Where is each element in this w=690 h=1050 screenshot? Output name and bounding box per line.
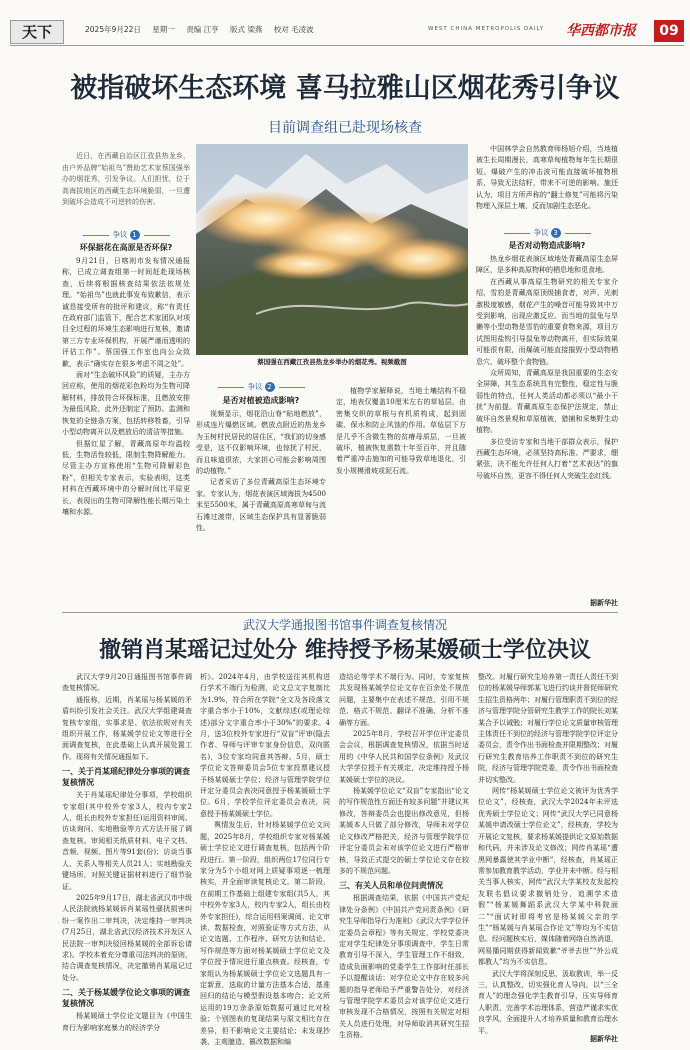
- badge-line: [218, 387, 244, 388]
- page-meta: [85, 24, 323, 35]
- dispute-1-badge: [62, 229, 190, 240]
- paragraph: 武汉大学将深刻反思，汲取教训，举一反三，认真整改，切实强化育人导向，以“三全育人”的理念强化学生教育引导，压实导师育人职责，完善学术治理体系，营造严谨求实优良学风，全面提升人才培养质量和教育治理水平。: [478, 969, 618, 1034]
- paragraph: 整改。对履行研究生培养第一责任人责任不到位的杨某媛导师郭某飞进行约谈并督促师研究生招生资格两年；对履行管理职责不到位的经济与管理学院分管研究生教学工作的院长刘某某合予以诫勉；对履行学位论文质量审核管理主体责任不到位的经济与管理学院学位评定分委员会，责令作出书面检查并限期整改；对履行研究生教育培养工作职责不到位的研究生院，经济与管理学院党委，责令作出书面检查并切实整改。: [478, 673, 618, 784]
- badge-line: [144, 235, 170, 236]
- lede-text: 近日，在西藏自治区江孜县热龙乡，由户外品牌“始祖鸟”赞助艺术家蔡国强举办的烟花秀，引发争议。人们担忧，位于高海拔地区的西藏生态环境脆弱，一旦遭到破坏会造成不可逆转的伤害。: [62, 152, 190, 206]
- paragraph: 根据调查结果，依据《中国共产党纪律处分条例》《中国共产党问责条例》《研究生导师指导行为准则》《武汉大学学位评定委员会章程》等有关规定，学校党委决定对学生纪律处分事项调查中，学生日常教育引导不深入，学生管理工作不细致，造成负面影响的党委学生工作部时任部长予以提醒谈话；对学位论文中存在较多问题的指导老师给予严重警告处分，对经济与管理学院学术委员会对该学位论文进行审核发现不合格情况，按照有关规定对相关人员进行处理，对导师取消其研究生招生资格。: [339, 894, 469, 1040]
- paragraph: 9月21日，日喀则市发布情况通报称，已成立调查组第一时间赶赴现场核查，后续将根据核查结果依法依规处理。“始祖鸟”也就此事发布致歉信，表示诚恳接受所有的批评和建议，称“有责任在政府部门监管下，配合艺术家团队对项目全过程的环境生态影响进行复核，邀请第三方专业环保机构，开展严谨而透明的评估工作”。蔡国强工作室也向公众致歉，表示“确实存在很多考虑不周之处”。: [62, 257, 190, 368]
- story2-kicker: 武汉大学通报图书馆事件调查复核情况: [242, 618, 447, 632]
- paragraph: 热龙乡烟花表演区域地处青藏高原生态屏障区，是多种高原物种的栖息地和觅食地。: [476, 255, 618, 275]
- badge-number: 3: [551, 228, 561, 238]
- paragraph: 2025年8月，学校召开学位评定委员会会议，根据调查复核情况，依据当时适用的《中华人民共和国学位条例》及武汉大学学位授予有关规定，决定维持授予杨某媛硕士学位的决议。: [339, 730, 469, 784]
- story1-signature: 据新华社: [590, 599, 618, 607]
- paragraph: 关于肖某瑶纪律处分事项，学校组织专家组(其中校外专家3人，校内专家2人，组长由校外专家担任)运用资料审阅、访谈询问、实地勘验等方式方法开展了调查复核。审阅相关纸质材料、电子文档、音频、视频、图片等91套(份)；访谈当事人、关系人等相关人员21人；实地勘验关键场所，对照关键证据材料进行了细节验证。: [62, 791, 192, 891]
- fireworks-photo: [196, 144, 468, 355]
- story2-col-1: [62, 672, 192, 1046]
- section-heading: 三、有关人员和单位问责情况: [339, 881, 443, 891]
- dispute-3-badge: [476, 227, 618, 238]
- badge-line: [83, 235, 109, 236]
- dispute-2-badge: [196, 381, 326, 392]
- dispute-2-title: 是否对植被造成影响?: [222, 396, 300, 405]
- dispute-1-title: 环保据花在高原是否环保?: [79, 243, 173, 252]
- paragraph: 网传“杨某媛硕士学位论文被评为优秀学位论文”，经核查，武汉大学2024年未评选优秀硕士学位论文；网传“武汉大学已同意杨某媛申请改硕士学位论文”，经核查，学校为开展论文复核，要求杨某媛提供论文原始数据和代码，并未涉及论文修改；网传肖某瑶“遭黑网暴露使其学业中断”，经核查，肖某瑶正常参加教育教学活动，学业并未中断。经与相关当事人核实，网传“武汉大学某校友发起校友联名倡议要求撤销处分，追溯学术造假”“杨某媛舞蹈系武汉大学某中科院面二”“面试时即将考官是杨某媛父亲的学生”“杨某媛与肖某瑶合作论文”等均为不实信息。经问题核实后，媒体随着网络自然消退，网易播同期获得新闻致歉“爷爷去世”“外公成都教人”均为不实信息。: [478, 787, 618, 967]
- story1-headline: 被指破坏生态环境 喜马拉雅山区烟花秀引争议: [70, 73, 620, 104]
- paper-english-name: WEST CHINA METROPOLIS DAILY: [428, 26, 545, 32]
- date: 2025年9月22日: [85, 25, 141, 34]
- dispute-3-title: 是否对动物造成影响?: [508, 241, 586, 250]
- story1-lede: [62, 144, 190, 236]
- paragraph: 但据红星了解，青藏高原年均温较低，生物活性较低，限制生物降解能力。尽管主办方宣称使用“生物可降解彩色粉”，但相关专家表示，实验表明，这类材料在西藏环境中的分解时间比平原更长，表现出的生物可降解性能长期污染土壤和水源。: [62, 439, 190, 516]
- paragraph: 记者采访了多位青藏高原生态环境专家。专家认为，烟花表演区域海拔为4500米至5500米，属于青藏高原高寒草甸与流石滩过渡带，区域生态保护具有显著脆弱性。: [196, 478, 326, 533]
- story1-subhead: 目前调查组已赴现场核查: [268, 120, 422, 136]
- badge-label: 争议: [247, 382, 263, 391]
- paragraph: 武汉大学9月20日通报图书馆事件调查复核情况。: [62, 673, 192, 693]
- paragraph: 杨某媛硕士学位论文题目为《中国生育行为影响家庭暴力的经济学分: [62, 1012, 192, 1032]
- header-rule: [10, 45, 684, 46]
- paragraph: 杨某媛学位论文“双盲”专家指出“论文的写作规范性方面还有较多问题”并建议其修改，答辩委员会也提出修改意见，但杨某媛本人只做了部分修改，导师未对学位论文修改严格把关，经济与管理学院学位评定分委员会未对该学位论文进行严格审核，导致正式提交的硕士学位论文存在较多的不规范问题。: [339, 787, 469, 875]
- paragraph: 2025年9月17日，湖北省武汉市中级人民法院就杨某媛诉肖某瑶性骚扰损害纠纷一案作出二审判决，决定维持一审判决(7月25日，湖北省武汉经济技术开发区人民法院一审判决驳回杨某媛的全部诉讼请求)。学校本着充分尊重司法判决的原则，结合调查复核情况，决定撤销肖某瑶记过处分。: [62, 893, 192, 982]
- badge-number: 2: [265, 382, 275, 392]
- designer: 版式 梁燕: [229, 25, 263, 34]
- story2-col-4: [478, 672, 618, 1034]
- story-divider: [62, 612, 618, 613]
- badge-line: [565, 233, 591, 234]
- paragraph: 植物学家解释说，当地土壤结构不稳定，地表仅覆盖10厘米左右的草毡层，由密集交织的草根与有机质构成，起到固碳、保水和防止风蚀的作用。草毡层下方是几乎不含微生物的贫瘠母质层，一旦被破坏，植被恢复需数十年至百年，并且随着严重冲击施加的可能导致草地退化，引发小规模滑坡或泥石流。: [336, 387, 466, 475]
- page-number: 09: [654, 20, 684, 42]
- paragraph: 面对“生态破坏风险”的质疑，主办方回应称，使用的烟花彩色粉均为生物可降解材料，排放符合环保标准，且燃放安排为最低风险，此外还制定了预防、监测和恢复的全链条方案，包括转移牲畜，引导小型动物离开以及燃放后的清洁等措施。: [62, 371, 190, 437]
- dispute-2-col-b: [336, 386, 466, 608]
- section-label: 天下: [10, 20, 64, 44]
- story2-col-3: [339, 672, 469, 1046]
- paragraph: 在西藏从事高原生物研究的相关专家介绍，雪豹是青藏高原顶级捕食者，对声、光刺激极度敏感，烟花产生的噪音可能导致其中万受到影响，出现应激反应。而当地的鼠兔与旱獭等小型动物是雪豹的重要食物来源，项目方试图用盐钩引导鼠兔等动物离开，但实际效果可能很有限，而爆破可能直接摧毁小型动物栖息穴，破坏整个食物链。: [476, 277, 618, 366]
- dispute-1-body: [62, 256, 190, 606]
- dispute-3-body: [476, 254, 618, 598]
- dispute-2-col-a: [196, 409, 326, 609]
- story2-headline: 撤销肖某瑶记过处分 维持授予杨某媛硕士学位决议: [99, 637, 591, 663]
- paragraph: 造结论等学术不端行为。同时，专家复核共发现杨某媛学位论文存在百余处不规范问题，主要集中在表述不规范、引用不规范、格式不规范、翻译不准确、分析不准确等方面。: [339, 673, 469, 727]
- badge-line: [504, 233, 530, 234]
- mountain-fireworks-image: [196, 144, 468, 355]
- photo-caption: 蔡国强在西藏江孜县热龙乡举办的烟花秀。视频截图: [257, 358, 407, 366]
- paper-logo: 华西都市报: [566, 23, 636, 39]
- weekday: 星期一: [152, 25, 175, 34]
- proofreader: 校对 毛凌波: [273, 25, 314, 34]
- paragraph: 析》。2024年4月，由学校送往其机构进行学术不端行为检测，论文总文字复制比为1.9%，符合所在学院“全文及各段落文字重合率小于10%，文献综述(或理论综述)部分文字重合率小于30%”的要求。4月，送3位校外专家进行“双盲”评审(隐去作者、导师与评审专家身份信息，双向匿名)，3位专家均同意其答辩。5月，硕士学位论文答辩委员会5位专家投票建议授予杨某媛硕士学位；经济与管理学院学位评定分委员会表决同意授予杨某媛硕士学位。6月，学校学位评定委员会表决，同意授予杨某媛硕士学位。: [200, 673, 330, 818]
- story1-right-top: [476, 144, 618, 226]
- section-heading: 二、关于杨某媛学位论文事项的调查复核情况: [62, 988, 190, 1009]
- editor: 责编 江亨: [186, 25, 219, 34]
- story2-signature: 据新华社: [590, 1035, 618, 1043]
- badge-line: [279, 387, 305, 388]
- paragraph: 视频显示，烟花沿山脊“贴地燃放”，形成连片爆燃区域。燃放点附近的热龙乡为玉树村民居民的居住区，“我们的切身感受是，这不仅影响环境，也惊扰了村民，而且味道很浓，大家担心可能会影响周围的动植物。”: [196, 410, 326, 476]
- badge-label: 争议: [533, 228, 549, 237]
- paragraph: 多位受访专家和当地干部群众表示，保护西藏生态环境，必须坚持高标准、严要求，绷紧弦，决不能允许任何人打着“艺术表达”的旗号破坏自然，更容不得任何人突破生态红线。: [476, 437, 618, 480]
- paragraph: 中国林学会自然教育师杨旭介绍，当地植被生长周期漫长，高寒草甸植物每年生长期很短。爆破产生的冲击波可能直接破坏植物根系，导致无法结籽，带来不可逆的影响。施还认为，项目方所声称的“翻土修复”可能将污染物埋入深层土壤，反而加剧生态恶化。: [476, 145, 618, 211]
- story2-col-2: [200, 672, 330, 1046]
- badge-number: 1: [130, 230, 140, 240]
- paragraph: 舆情发生后，针对杨某媛学位论文问题，2025年8月，学校组织专家对杨某媛硕士学位论文进行调查复核，包括两个阶段进行。第一阶段，组织两位17位同行专家分为5个小组对网上质疑事项逐一梳理核实，并全面审读复核论文。第二阶段，在前期工作基础上组建专家组(共5人，其中校外专家3人，校内专家2人，组长由校外专家担任)，综合运用档案调阅、论文审读、数据检查，对照验证等方式方法，从论文选题、工作程序、研究方法和结论、写作规范等方面对杨某媛硕士学位论文及学位授予情况进行重点核查。经核查，专家组认为杨某媛硕士学位论文选题具有一定新意，选取的计量方法基本合适，基准回归的结论与模型假设基本吻合；论文所运用的19万余条原始数据可通过比对检验；个别图表的复现结果与原文相比存在差异，但不影响论文主要结论；未发现抄袭、主观臆造、篡改数据和编: [200, 821, 330, 1046]
- section-heading: 一、关于肖某瑶纪律处分事项的调查复核情况: [62, 767, 190, 788]
- badge-label: 争议: [112, 230, 128, 239]
- paragraph: 众所周知，青藏高原是我国重要的生态安全屏障，其生态系统具有完整性，稳定性与脆弱性的特点，任何人类活动都必须以“最小干扰”为前提。青藏高原生态保护法规定，禁止破坏自然景观和草原植被，猎捕和采集野生动植物。: [476, 369, 618, 435]
- paragraph: 通报称，近期，肖某瑶与杨某媛的矛盾纠纷引发社会关注。武汉大学组建调查复核专家组，实事求是、依法依规对有关组织开展工作，杨某媛学位论文等进行全面调查复核，在此基础上认真开展处置工作。现将有关情况通报如下。: [62, 695, 192, 761]
